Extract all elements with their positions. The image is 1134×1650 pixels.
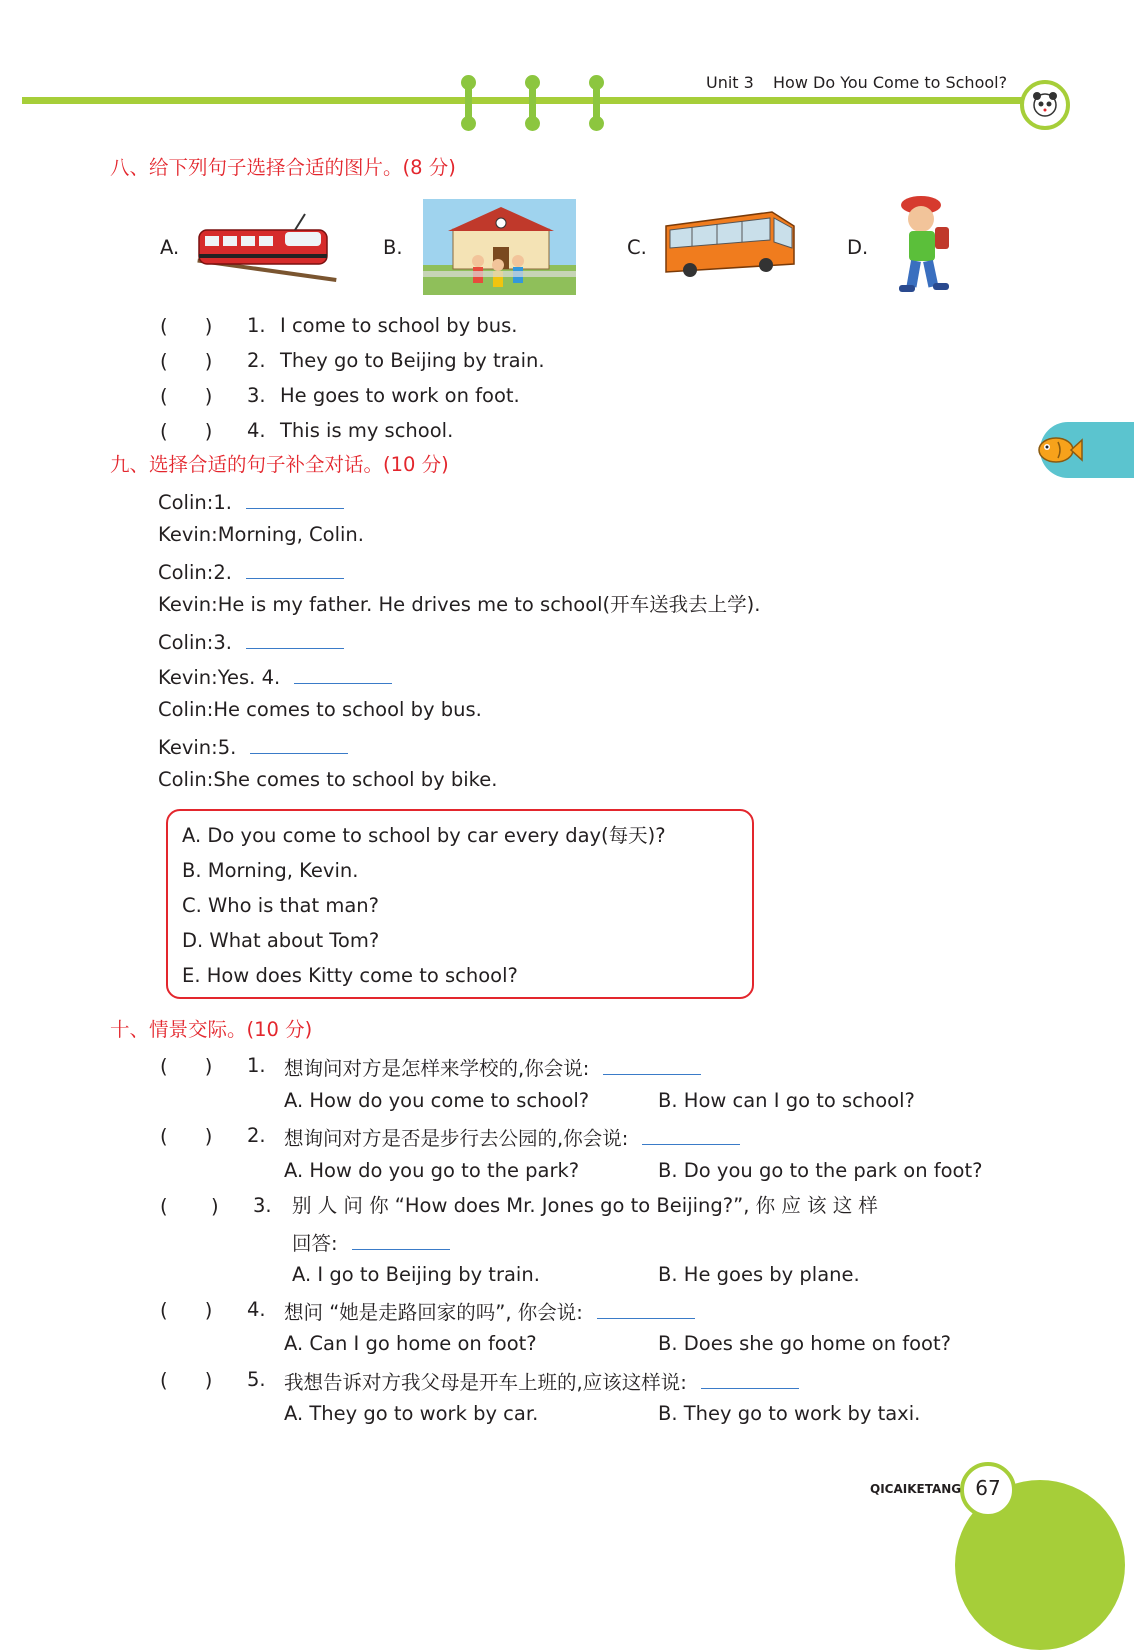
answer-paren[interactable]: ( ) [160, 420, 213, 443]
answer-blank[interactable] [701, 1370, 799, 1389]
header-badge [1020, 80, 1070, 130]
panda-icon [1024, 84, 1066, 126]
option-d-letter: D. [847, 236, 869, 259]
unit-label: Unit 3 [706, 73, 754, 92]
item-number: 2. [247, 349, 266, 372]
question-number: 2. [247, 1124, 266, 1147]
speaker: Colin: [158, 631, 214, 654]
bus-image [662, 208, 798, 280]
line-text: She comes to school by bike. [213, 768, 498, 791]
dialogue-line [158, 665, 392, 688]
question-number: 1. [247, 1054, 266, 1077]
item-text: They go to Beijing by train. [280, 349, 545, 372]
answer-paren[interactable]: ( ) [160, 350, 213, 373]
question-prompt: 想询问对方是怎样来学校的,你会说: [284, 1056, 701, 1079]
section9-title: 九、选择合适的句子补全对话。(10 分) [110, 453, 449, 476]
item-number: 3. [247, 384, 266, 407]
dialogue-line [158, 490, 344, 513]
line-text: He is my father. He drives me to school(开车送我去上学). [217, 593, 761, 616]
train-image [195, 206, 337, 284]
option-b-letter: B. [383, 236, 403, 259]
question-number: 4. [247, 1298, 266, 1321]
answer-paren[interactable]: ( ) [160, 315, 213, 338]
choice-c: C. Who is that man? [182, 894, 380, 917]
choice-a: A. Do you come to school by car every day(每天)? [182, 824, 666, 847]
item-text: This is my school. [280, 419, 454, 442]
option-a: A. How do you come to school? [284, 1089, 590, 1112]
section8-title: 八、给下列句子选择合适的图片。(8 分) [110, 156, 456, 179]
dialogue-line [158, 525, 364, 545]
dialogue-line [158, 560, 344, 583]
option-b: B. How can I go to school? [658, 1089, 915, 1112]
answer-blank[interactable] [352, 1231, 450, 1250]
line-text: 2. [213, 561, 232, 584]
question-prompt: 我想告诉对方我父母是开车上班的,应该这样说: [284, 1370, 799, 1393]
answer-paren[interactable]: ( ) [160, 385, 213, 408]
answer-paren[interactable]: ( ) [160, 1299, 213, 1322]
dialogue-line [158, 770, 497, 790]
speaker: Kevin: [158, 523, 218, 546]
speaker: Kevin: [158, 666, 218, 689]
option-c-letter: C. [627, 236, 647, 259]
speaker: Colin: [158, 768, 214, 791]
option-b: B. They go to work by taxi. [658, 1402, 921, 1425]
answer-paren[interactable]: ( ) [160, 1195, 219, 1218]
option-b: B. Does she go home on foot? [658, 1332, 951, 1355]
line-text: 1. [213, 491, 232, 514]
answer-blank[interactable] [246, 490, 344, 509]
choice-e: E. How does Kitty come to school? [182, 964, 518, 987]
option-a-letter: A. [160, 236, 180, 259]
speaker: Kevin: [158, 736, 218, 759]
boy-image [887, 191, 959, 303]
option-b: B. Do you go to the park on foot? [658, 1159, 983, 1182]
question-number: 3. [253, 1194, 272, 1217]
answer-blank[interactable] [294, 665, 392, 684]
option-b: B. He goes by plane. [658, 1263, 860, 1286]
answer-paren[interactable]: ( ) [160, 1125, 213, 1148]
answer-paren[interactable]: ( ) [160, 1055, 213, 1078]
item-number: 1. [247, 314, 266, 337]
line-text: Yes. 4. [217, 666, 281, 689]
option-a: A. Can I go home on foot? [284, 1332, 537, 1355]
item-text: I come to school by bus. [280, 314, 518, 337]
option-a: A. How do you go to the park? [284, 1159, 580, 1182]
answer-blank[interactable] [246, 560, 344, 579]
answer-blank[interactable] [597, 1300, 695, 1319]
line-text: 5. [217, 736, 237, 759]
dialogue-line [158, 735, 348, 758]
choice-b: B. Morning, Kevin. [182, 859, 359, 882]
choice-d: D. What about Tom? [182, 929, 380, 952]
question-prompt: 想问 “她是走路回家的吗”, 你会说: [284, 1300, 695, 1323]
speaker: Colin: [158, 491, 214, 514]
speaker: Colin: [158, 698, 214, 721]
fish-icon [1034, 428, 1084, 472]
line-text: He comes to school by bus. [213, 698, 482, 721]
item-text: He goes to work on foot. [280, 384, 520, 407]
section10-title: 十、情景交际。(10 分) [110, 1018, 313, 1041]
line-text: Morning, Colin. [217, 523, 364, 546]
school-image [423, 199, 576, 295]
speaker: Kevin: [158, 593, 218, 616]
answer-blank[interactable] [246, 630, 344, 649]
answer-paren[interactable]: ( ) [160, 1369, 213, 1392]
option-a: A. I go to Beijing by train. [292, 1263, 540, 1286]
dialogue-line [158, 630, 344, 653]
dialogue-line [158, 700, 482, 720]
footer-brand: QICAIKETANG [870, 1482, 962, 1496]
question-number: 5. [247, 1368, 266, 1391]
page-number: 67 [975, 1476, 1001, 1500]
side-tab [1040, 422, 1134, 478]
dialogue-line [158, 595, 760, 615]
item-number: 4. [247, 419, 266, 442]
option-a: A. They go to work by car. [284, 1402, 539, 1425]
speaker: Colin: [158, 561, 214, 584]
answer-blank[interactable] [250, 735, 348, 754]
unit-title: How Do You Come to School? [773, 73, 1008, 92]
answer-blank[interactable] [603, 1056, 701, 1075]
question-prompt-continued: 回答: [292, 1231, 450, 1254]
question-prompt: 别 人 问 你 “How does Mr. Jones go to Beijing?”, 你 应 该 这 样 [292, 1194, 878, 1217]
line-text: 3. [213, 631, 232, 654]
answer-blank[interactable] [642, 1126, 740, 1145]
question-prompt: 想询问对方是否是步行去公园的,你会说: [284, 1126, 740, 1149]
